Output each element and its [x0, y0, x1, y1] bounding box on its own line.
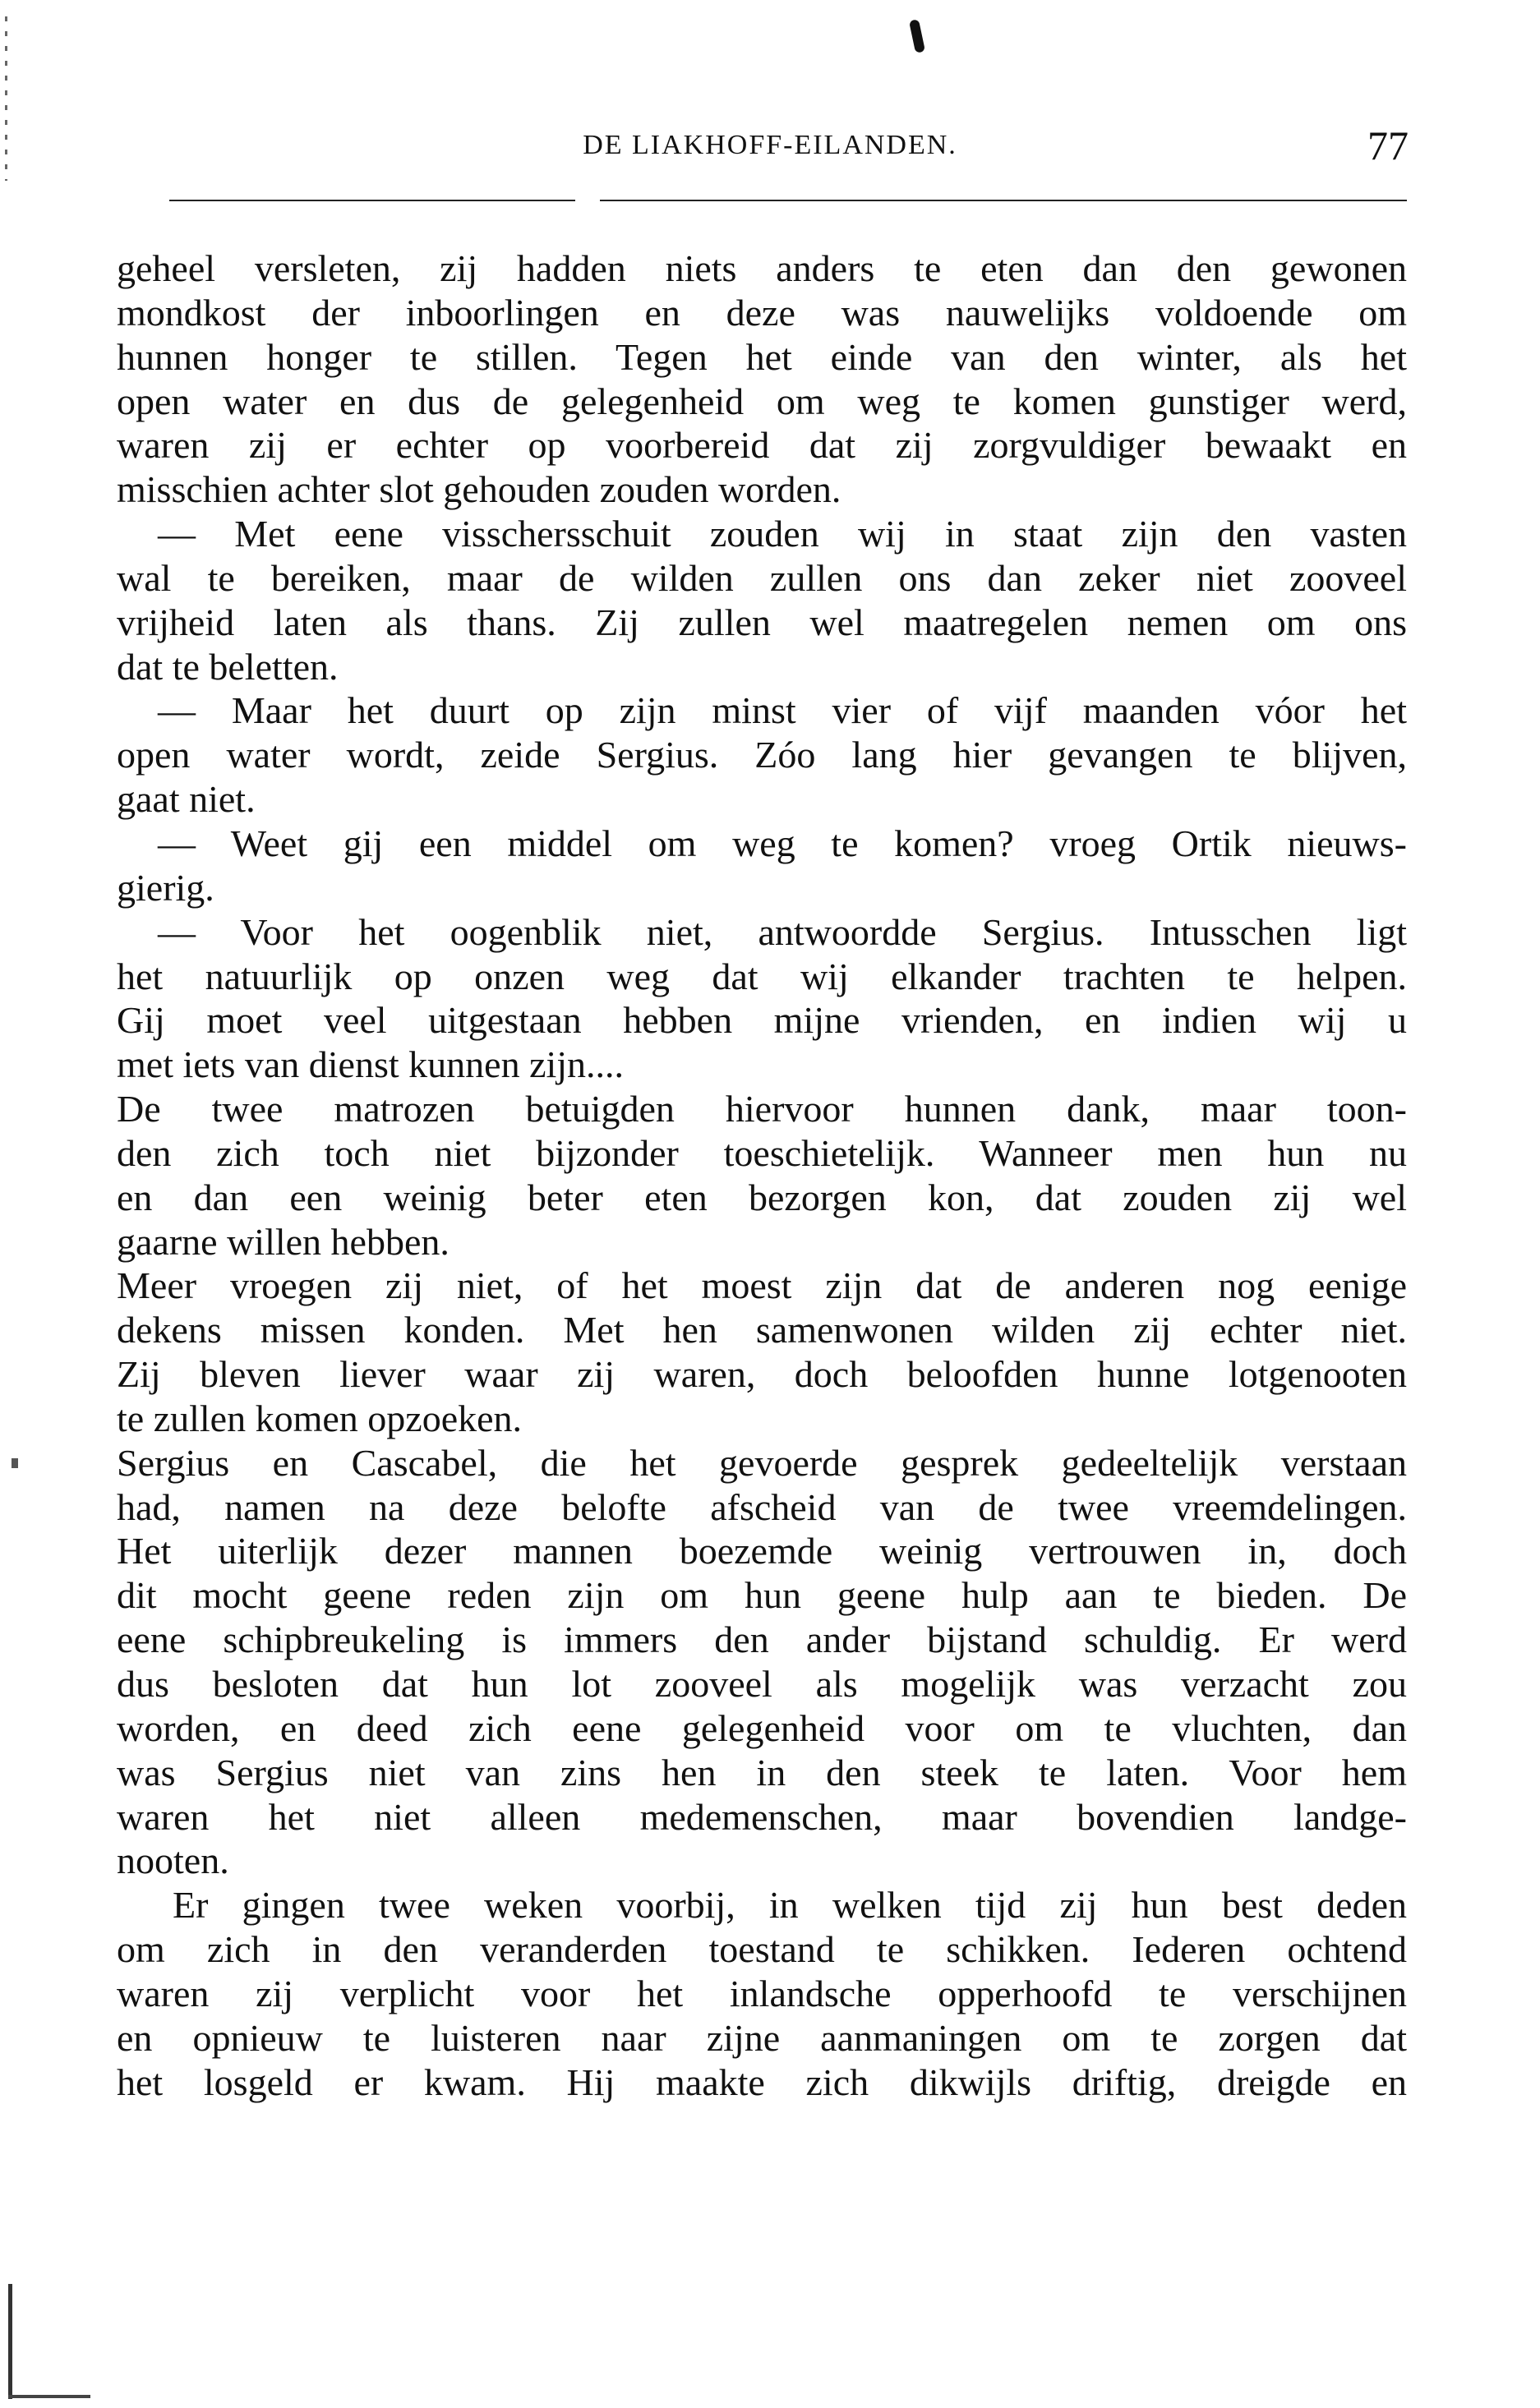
text-line: gierig. — [117, 866, 214, 909]
text-line: Meer vroegen zij niet, of het moest zijn dat de anderen nog eenige — [117, 1264, 1407, 1307]
text-line: den zich toch niet bijzonder toeschietelijk. Wanneer men hun nu — [117, 1131, 1407, 1174]
text-line: was Sergius niet van zins hen in den steek te laten. Voor hem — [117, 1751, 1407, 1793]
header-rule-gap — [575, 199, 600, 202]
text-line: — Voor het oogenblik niet, antwoordde Sergius. Intusschen ligt — [158, 910, 1407, 953]
text-line: open water en dus de gelegenheid om weg te komen gunstiger werd, — [117, 380, 1407, 422]
text-line: Zij bleven liever waar zij waren, doch beloofden hunne lotgenooten — [117, 1353, 1407, 1396]
text-line: nooten. — [117, 1839, 229, 1882]
text-line: Gij moet veel uitgestaan hebben mijne vrienden, en indien wij u — [117, 999, 1407, 1042]
header-rule — [169, 200, 1407, 201]
text-line: vrijheid laten als thans. Zij zullen wel maatregelen nemen om ons — [117, 601, 1407, 643]
text-line: eene schipbreukeling is immers den ander bijstand schuldig. Er werd — [117, 1618, 1407, 1661]
running-title: DE LIAKHOFF-EILANDEN. — [583, 130, 957, 160]
text-line: open water wordt, zeide Sergius. Zóo lang hier gevangen te blijven, — [117, 734, 1407, 776]
text-line: hunnen honger te stillen. Tegen het einde van den winter, als het — [117, 335, 1407, 378]
text-line: het losgeld er kwam. Hij maakte zich dikwijls driftig, dreigde en — [117, 2060, 1407, 2103]
text-line: waren zij verplicht voor het inlandsche opperhoofd te verschijnen — [117, 1972, 1407, 2014]
text-line: om zich in den veranderden toestand te schikken. Iederen ochtend — [117, 1928, 1407, 1971]
text-line: gaat niet. — [117, 778, 256, 821]
text-line: en opnieuw te luisteren naar zijne aanmaningen om te zorgen dat — [117, 2016, 1407, 2059]
text-line: Sergius en Cascabel, die het gevoerde gesprek gedeeltelijk verstaan — [117, 1441, 1407, 1484]
text-line: met iets van dienst kunnen zijn.... — [117, 1043, 625, 1086]
text-line: misschien achter slot gehouden zouden worden. — [117, 468, 841, 511]
page-corner-mark — [8, 2284, 12, 2399]
text-line: worden, en deed zich eene gelegenheid voor om te vluchten, dan — [117, 1706, 1407, 1749]
text-line: Het uiterlijk dezer mannen boezemde weinig vertrouwen in, doch — [117, 1530, 1407, 1572]
text-line: dit mocht geene reden zijn om hun geene hulp aan te bieden. De — [117, 1574, 1407, 1617]
text-line: — Met eene visschersschuit zouden wij in staat zijn den vasten — [158, 513, 1407, 555]
text-line: en dan een weinig beter eten bezorgen kon, dat zouden zij wel — [117, 1176, 1407, 1218]
body-text — [117, 246, 1407, 2104]
text-line: mondkost der inboorlingen en deze was nauwelijks voldoende om — [117, 291, 1407, 334]
text-line: waren het niet alleen medemenschen, maar bovendien landge- — [117, 1795, 1407, 1838]
text-line: dat te beletten. — [117, 645, 339, 688]
text-line: dekens missen konden. Met hen samenwonen wilden zij echter niet. — [117, 1309, 1407, 1351]
text-line: — Maar het duurt op zijn minst vier of vijf maanden vóor het — [158, 689, 1407, 732]
margin-mark — [12, 1458, 18, 1468]
page-corner-mark — [8, 2395, 90, 2398]
text-line: — Weet gij een middel om weg te komen? vroeg Ortik nieuws- — [158, 822, 1407, 864]
text-line: dus besloten dat hun lot zooveel als mogelijk was verzacht zou — [117, 1663, 1407, 1705]
ink-speck — [909, 19, 925, 53]
page-number: 77 — [1367, 122, 1409, 168]
text-line: Er gingen twee weken voorbij, in welken tijd zij hun best deden — [173, 1884, 1407, 1927]
text-line: had, namen na deze belofte afscheid van de twee vreemdelingen. — [117, 1485, 1407, 1528]
text-line: het natuurlijk op onzen weg dat wij elkander trachten te helpen. — [117, 955, 1407, 997]
text-line: geheel versleten, zij hadden niets anders te eten dan den gewonen — [117, 247, 1407, 289]
text-line: wal te bereiken, maar de wilden zullen ons dan zeker niet zooveel — [117, 556, 1407, 599]
text-line: De twee matrozen betuigden hiervoor hunnen dank, maar toon- — [117, 1088, 1407, 1130]
text-line: gaarne willen hebben. — [117, 1220, 450, 1263]
text-line: te zullen komen opzoeken. — [117, 1397, 523, 1439]
text-line: waren zij er echter op voorbereid dat zij zorgvuldiger bewaakt en — [117, 424, 1407, 467]
